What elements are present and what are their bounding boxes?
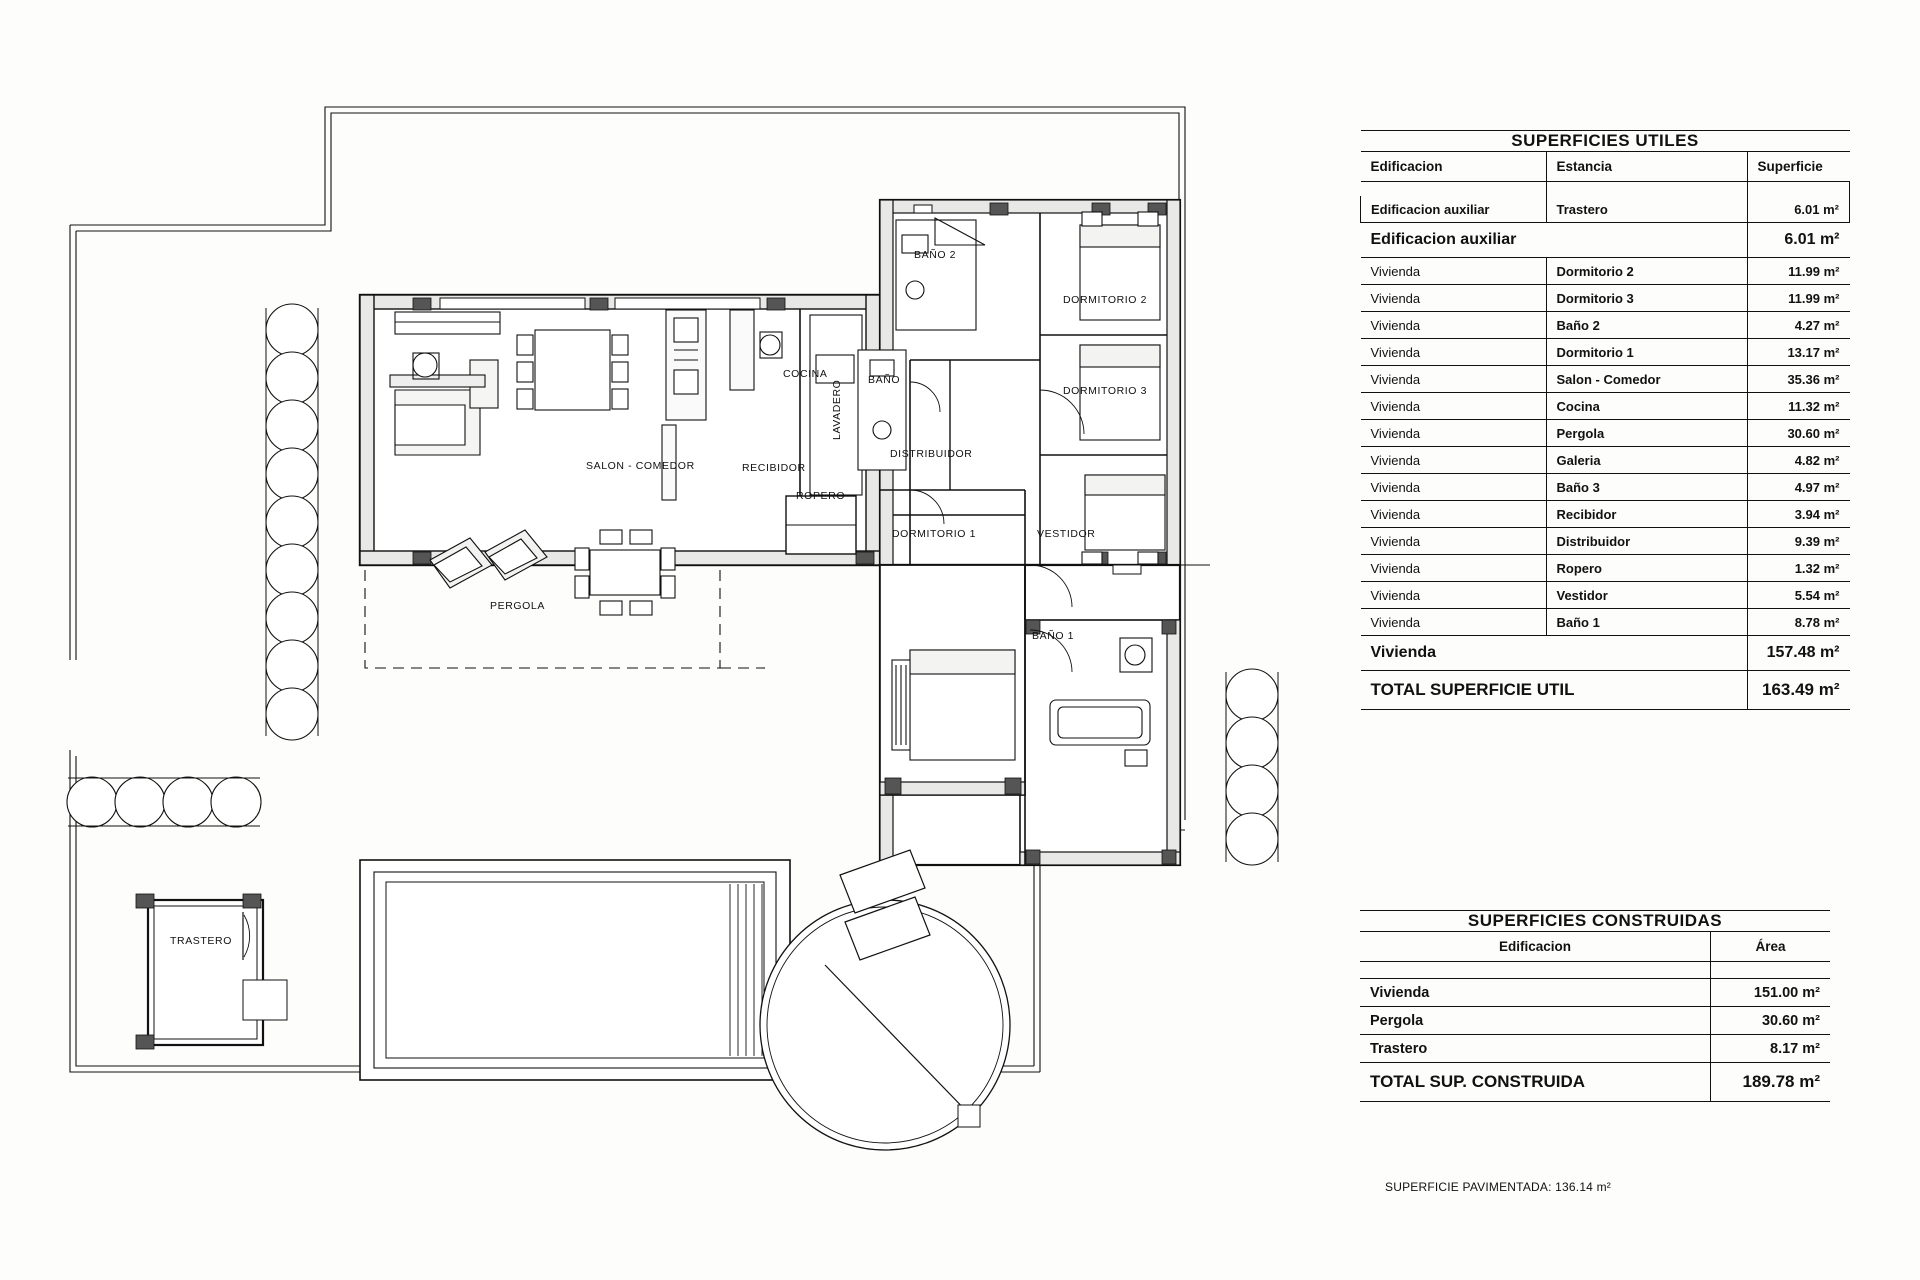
utiles-header-edificacion: Edificacion: [1361, 152, 1547, 182]
construidas-table: [1360, 910, 1830, 1102]
cell-estancia: Galeria: [1546, 447, 1747, 474]
room-label: TRASTERO: [170, 935, 232, 947]
cell-edificacion: Vivienda: [1361, 555, 1547, 582]
cell-superficie: 35.36 m²: [1747, 366, 1850, 393]
utiles-header-row: [1361, 152, 1850, 182]
room-label: DORMITORIO 2: [1063, 294, 1148, 306]
table-row: [1361, 393, 1850, 420]
table-row: [1361, 555, 1850, 582]
aux-total-row: [1361, 223, 1850, 258]
construidas-title-row: [1360, 911, 1830, 932]
vivienda-total-label: Vivienda: [1361, 636, 1748, 671]
utiles-table: [1360, 130, 1850, 710]
utiles-spacer-row: [1361, 182, 1850, 197]
construidas-header-area: Área: [1711, 932, 1831, 962]
utiles-header-superficie: Superficie: [1747, 152, 1850, 182]
grand-total-label: TOTAL SUPERFICIE UTIL: [1361, 671, 1748, 710]
cell-edificacion: Edificacion auxiliar: [1361, 196, 1547, 223]
cell-edificacion: Vivienda: [1361, 285, 1547, 312]
vivienda-total-row: [1361, 636, 1850, 671]
room-label: BAÑO 1: [1032, 630, 1075, 642]
table-row: [1361, 474, 1850, 501]
floor-plan-drawing: [30, 60, 1330, 1240]
construidas-header-edificacion: Edificacion: [1360, 932, 1711, 962]
cell-estancia: Baño 3: [1546, 474, 1747, 501]
cell-superficie: 8.78 m²: [1747, 609, 1850, 636]
cell-area: 151.00 m²: [1711, 979, 1831, 1007]
cell-edificacion: Vivienda: [1361, 393, 1547, 420]
cell-superficie: 11.99 m²: [1747, 285, 1850, 312]
cell-superficie: 11.99 m²: [1747, 258, 1850, 285]
cell-estancia: Salon - Comedor: [1546, 366, 1747, 393]
cell-estancia: Vestidor: [1546, 582, 1747, 609]
cell-estancia: Dormitorio 2: [1546, 258, 1747, 285]
cell-estancia: Ropero: [1546, 555, 1747, 582]
table-row: [1361, 196, 1850, 223]
cell-edificacion: Pergola: [1360, 1007, 1711, 1035]
plan-svg: [30, 60, 1330, 1240]
cell-superficie: 5.54 m²: [1747, 582, 1850, 609]
cell-superficie: 3.94 m²: [1747, 501, 1850, 528]
room-label: BAÑO 2: [914, 249, 957, 261]
cell-estancia: Recibidor: [1546, 501, 1747, 528]
table-row: [1361, 501, 1850, 528]
cell-edificacion: Vivienda: [1361, 582, 1547, 609]
cell-edificacion: Vivienda: [1361, 474, 1547, 501]
room-label: COCINA: [783, 368, 828, 380]
superficies-construidas-table: [1360, 910, 1850, 1102]
cell-superficie: 4.97 m²: [1747, 474, 1850, 501]
cell-edificacion: Vivienda: [1361, 501, 1547, 528]
cell-superficie: 4.82 m²: [1747, 447, 1850, 474]
room-label: LAVADERO: [831, 379, 843, 440]
aux-total-label: Edificacion auxiliar: [1361, 223, 1748, 258]
cell-edificacion: Vivienda: [1360, 979, 1711, 1007]
cell-superficie: 6.01 m²: [1747, 196, 1850, 223]
cell-superficie: 4.27 m²: [1747, 312, 1850, 339]
spacer-cell: [1711, 962, 1831, 979]
spacer-cell: [1546, 182, 1747, 197]
cell-estancia: Baño 1: [1546, 609, 1747, 636]
table-row: [1360, 1035, 1830, 1063]
cell-edificacion: Trastero: [1360, 1035, 1711, 1063]
construidas-spacer-row: [1360, 962, 1830, 979]
table-row: [1361, 420, 1850, 447]
room-label: DORMITORIO 1: [892, 528, 977, 540]
utiles-title: SUPERFICIES UTILES: [1361, 131, 1850, 152]
room-label: DISTRIBUIDOR: [890, 448, 973, 460]
table-row: [1361, 528, 1850, 555]
spacer-cell: [1361, 182, 1547, 197]
construidas-total-row: [1360, 1063, 1830, 1102]
construidas-title: SUPERFICIES CONSTRUIDAS: [1360, 911, 1830, 932]
table-row: [1361, 609, 1850, 636]
grand-total-value: 163.49 m²: [1747, 671, 1850, 710]
cell-edificacion: Vivienda: [1361, 312, 1547, 339]
table-row: [1361, 285, 1850, 312]
table-row: [1361, 582, 1850, 609]
cell-estancia: Cocina: [1546, 393, 1747, 420]
cell-estancia: Dormitorio 1: [1546, 339, 1747, 366]
construidas-total-value: 189.78 m²: [1711, 1063, 1831, 1102]
room-label: SALON - COMEDOR: [586, 460, 695, 472]
superficies-utiles-table: [1360, 130, 1850, 710]
cell-edificacion: Vivienda: [1361, 339, 1547, 366]
cell-estancia: Pergola: [1546, 420, 1747, 447]
room-label: ROPERO: [796, 490, 846, 502]
room-label: DORMITORIO 3: [1063, 385, 1148, 397]
room-label: PERGOLA: [490, 600, 545, 612]
room-label: VESTIDOR: [1037, 528, 1096, 540]
footnote-pavimentada: SUPERFICIE PAVIMENTADA: 136.14 m²: [1385, 1180, 1611, 1194]
cell-estancia: Baño 2: [1546, 312, 1747, 339]
cell-area: 8.17 m²: [1711, 1035, 1831, 1063]
spacer-cell: [1360, 962, 1711, 979]
cell-edificacion: Vivienda: [1361, 258, 1547, 285]
cell-superficie: 11.32 m²: [1747, 393, 1850, 420]
cell-superficie: 30.60 m²: [1747, 420, 1850, 447]
room-label: BAÑO: [868, 374, 901, 386]
vivienda-total-value: 157.48 m²: [1747, 636, 1850, 671]
cell-estancia: Distribuidor: [1546, 528, 1747, 555]
cell-superficie: 13.17 m²: [1747, 339, 1850, 366]
aux-total-value: 6.01 m²: [1747, 223, 1850, 258]
construidas-header-row: [1360, 932, 1830, 962]
spacer-cell: [1747, 182, 1850, 197]
utiles-title-row: [1361, 131, 1850, 152]
table-row: [1361, 447, 1850, 474]
cell-edificacion: Vivienda: [1361, 366, 1547, 393]
cell-area: 30.60 m²: [1711, 1007, 1831, 1035]
cell-estancia: Dormitorio 3: [1546, 285, 1747, 312]
table-row: [1360, 979, 1830, 1007]
table-row: [1361, 258, 1850, 285]
cell-superficie: 9.39 m²: [1747, 528, 1850, 555]
table-row: [1361, 312, 1850, 339]
cell-edificacion: Vivienda: [1361, 420, 1547, 447]
cell-estancia: Trastero: [1546, 196, 1747, 223]
cell-edificacion: Vivienda: [1361, 447, 1547, 474]
cell-edificacion: Vivienda: [1361, 609, 1547, 636]
construidas-total-label: TOTAL SUP. CONSTRUIDA: [1360, 1063, 1711, 1102]
table-row: [1361, 339, 1850, 366]
table-row: [1360, 1007, 1830, 1035]
table-row: [1361, 366, 1850, 393]
utiles-header-estancia: Estancia: [1546, 152, 1747, 182]
grand-total-row: [1361, 671, 1850, 710]
cell-superficie: 1.32 m²: [1747, 555, 1850, 582]
cell-edificacion: Vivienda: [1361, 528, 1547, 555]
room-label: RECIBIDOR: [742, 462, 806, 474]
